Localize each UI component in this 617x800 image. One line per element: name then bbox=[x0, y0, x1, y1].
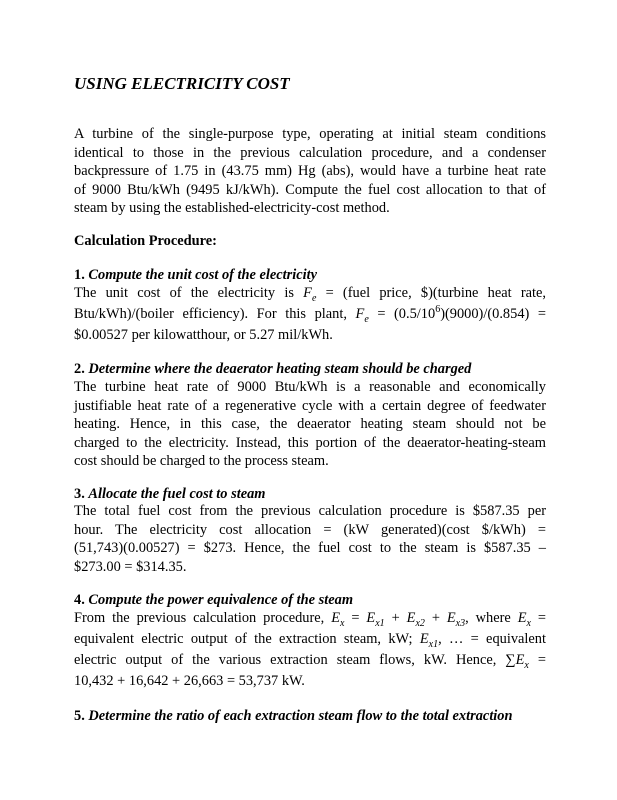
step-1-body bbox=[74, 283, 546, 346]
step-3-line: The total fuel cost from the previous calculation procedure is $587.35 per bbox=[74, 503, 546, 519]
step-5-heading bbox=[74, 707, 513, 725]
step-2-line: The turbine heat rate of 9000 Btu/kWh is a reasonable and economically bbox=[74, 379, 546, 395]
step-1-line-1: The unit cost of the electricity is $F_e$ = (fuel price, $)(turbine heat rate, bbox=[74, 285, 546, 304]
step-4-line-3: electric output of the various extraction steam flows, kW. Hence, $\sum E_x$ = bbox=[74, 652, 546, 671]
step-2-line: charged to the electricity. Instead, this portion of the deaerator-heating-steam bbox=[74, 434, 546, 451]
step-2-line: heating. Hence, in this case, the deaerator heating steam should not be bbox=[74, 416, 546, 433]
step-number: 4. bbox=[74, 592, 85, 608]
step-3-body bbox=[74, 502, 546, 576]
step-4-heading bbox=[74, 591, 353, 609]
step-1-line-3: $0.00527 per kilowatthour, or 5.27 mil/kWh. bbox=[74, 327, 333, 343]
step-title: Allocate the fuel cost to steam bbox=[88, 486, 266, 502]
step-2-line: justifiable heat rate of a regenerative cycle with a certain degree of feedwater bbox=[74, 397, 546, 414]
intro-line: of 9000 Btu/kWh (9495 kJ/kWh). Compute the fuel cost allocation to that of bbox=[74, 181, 546, 198]
step-title: Determine where the deaerator heating steam should be charged bbox=[88, 361, 472, 377]
step-3-line: hour. The electricity cost allocation = (kW generated)(cost $/kWh) = bbox=[74, 521, 546, 538]
intro-line: steam by using the established-electricity-cost method. bbox=[74, 200, 390, 217]
step-1-heading bbox=[74, 266, 317, 284]
step-4-line-1: From the previous calculation procedure, $E_x = E_{x1} + E_{x2} + E_{x3}$, where $E_x$ = bbox=[74, 610, 547, 629]
step-title: Compute the power equivalence of the steam bbox=[88, 592, 354, 608]
step-number: 5. bbox=[74, 708, 85, 724]
step-3-line: $273.00 = $314.35. bbox=[74, 558, 187, 575]
step-2-line: cost should be charged to the process steam. bbox=[74, 453, 329, 470]
step-4-body bbox=[74, 608, 546, 692]
step-3-heading bbox=[74, 485, 265, 503]
step-number: 3. bbox=[74, 486, 85, 502]
document-title: USING ELECTRICITY COST bbox=[74, 74, 290, 93]
step-number: 2. bbox=[74, 361, 85, 377]
intro-line: A turbine of the single-purpose type, operating at initial steam conditions bbox=[74, 126, 546, 142]
step-4-line-2: equivalent electric output of the extraction steam, kW; $E_{x1}$, … = equivalent bbox=[74, 631, 546, 650]
step-1-line-2: Btu/kWh)/(boiler efficiency). For this plant, $F_e = (0.5/10^6)(9000)/(0.854)$ = bbox=[74, 304, 546, 325]
step-number: 1. bbox=[74, 267, 85, 283]
step-title: Compute the unit cost of the electricity bbox=[88, 267, 318, 283]
step-title: Determine the ratio of each extraction steam flow to the total extraction bbox=[88, 708, 513, 724]
step-2-body bbox=[74, 378, 546, 471]
intro-line: backpressure of 1.75 in (43.75 mm) Hg (abs), would have a turbine heat rate bbox=[74, 163, 546, 180]
step-3-line: (51,743)(0.00527) = $273. Hence, the fuel cost to the steam is $587.35 – bbox=[74, 540, 546, 557]
intro-paragraph bbox=[74, 125, 546, 218]
intro-line: identical to those in the previous calculation procedure, and a condenser bbox=[74, 144, 546, 161]
procedure-heading: Calculation Procedure: bbox=[74, 233, 217, 249]
step-4-line-4: 10,432 + 16,642 + 26,663 = 53,737 kW. bbox=[74, 673, 305, 689]
step-2-heading bbox=[74, 360, 471, 378]
